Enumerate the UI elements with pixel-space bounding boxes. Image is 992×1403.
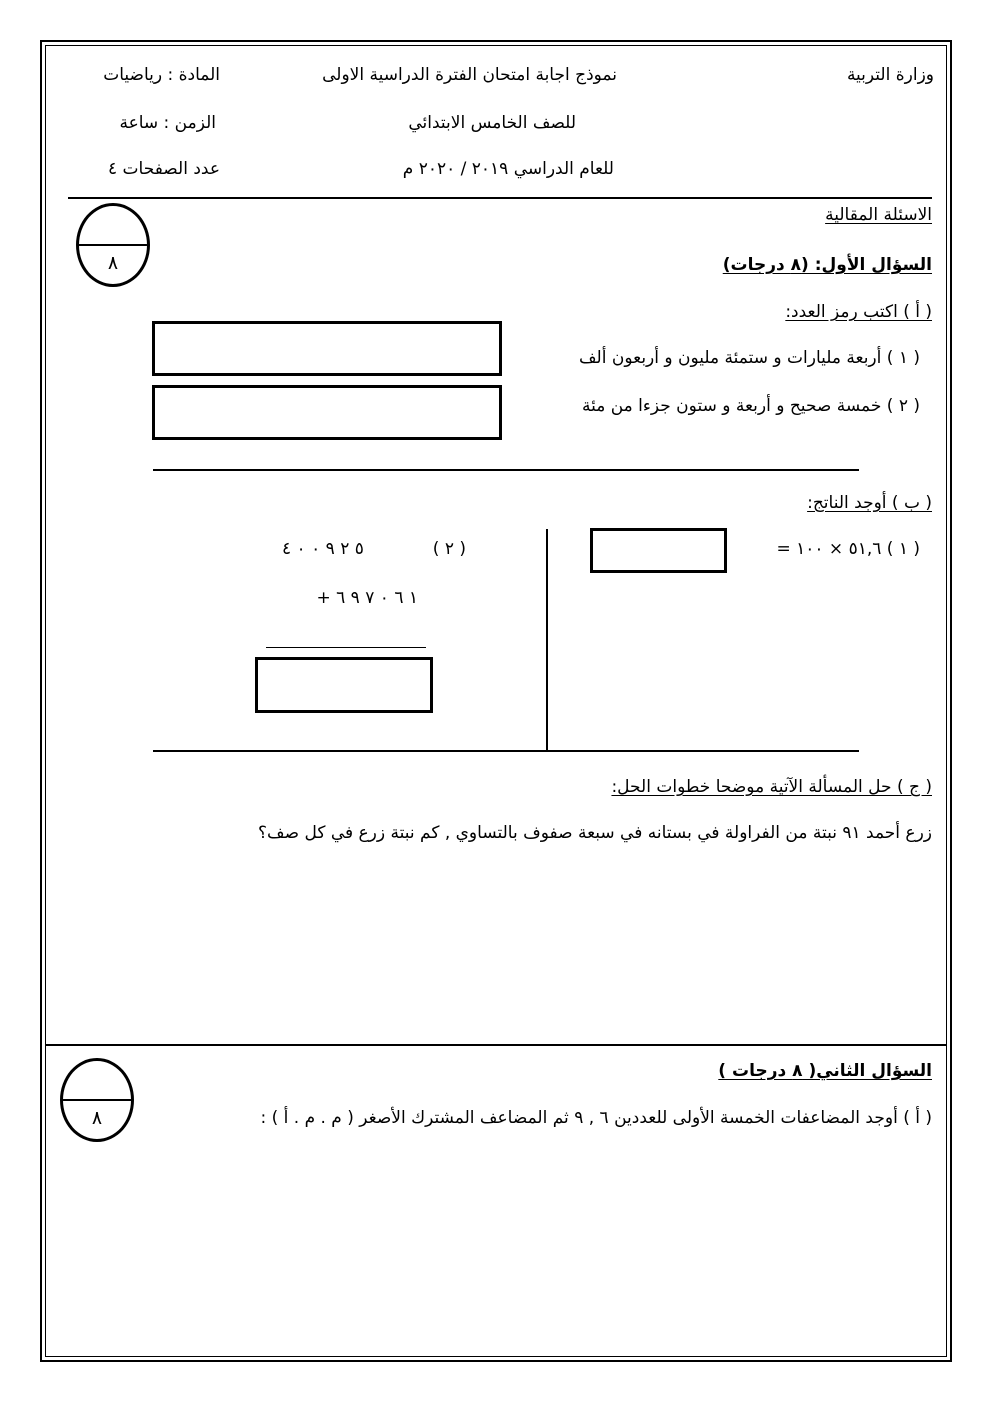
q1-part-b-column-divider	[546, 529, 548, 750]
header-time: الزمن : ساعة	[119, 113, 216, 133]
q1-part-b-divider	[153, 750, 859, 752]
q1-part-c-title: ( ج ) حل المسألة الآتية موضحا خطوات الحل:	[611, 777, 932, 797]
q1-part-b-item-1: ( ١ ) ٥١,٦ × ١٠٠ =	[776, 539, 920, 559]
q1-part-a-answer-box-2[interactable]	[152, 385, 502, 440]
q1-part-b-item-2-number-1: ٥ ٢ ٩ ٠ ٠ ٤	[282, 539, 364, 559]
section-title: الاسئلة المقالية	[825, 205, 932, 225]
q1-part-b-answer-box-1[interactable]	[590, 528, 727, 573]
q2-divider	[45, 1044, 947, 1046]
q1-part-b-item-2-label: ( ٢ )	[432, 539, 466, 559]
header-divider	[68, 197, 932, 199]
q2-score-circle	[60, 1058, 134, 1142]
header-ministry: وزارة التربية	[846, 65, 934, 85]
q1-part-b-title: ( ب ) أوجد الناتج:	[807, 493, 932, 513]
page-frame-inner	[45, 45, 947, 1357]
q1-part-a-item-2: ( ٢ ) خمسة صحيح و أربعة و ستون جزءا من مئة	[581, 396, 920, 416]
q2-title: السؤال الثاني( ٨ درجات )	[718, 1061, 932, 1081]
header-exam-title: نموذج اجابة امتحان الفترة الدراسية الاولى	[322, 65, 617, 85]
header-year: للعام الدراسي ٢٠١٩ / ٢٠٢٠ م	[402, 159, 614, 179]
header-grade: للصف الخامس الابتدائي	[408, 113, 576, 133]
q1-part-a-item-1: ( ١ ) أربعة مليارات و ستمئة مليون و أربعون ألف	[578, 348, 920, 368]
q1-part-a-divider	[153, 469, 859, 471]
q1-part-a-title: ( أ ) اكتب رمز العدد:	[785, 302, 932, 322]
q2-score-value: ٨	[91, 1107, 103, 1129]
q1-part-c-problem: زرع أحمد ٩١ نبتة من الفراولة في بستانه في سبعة صفوف بالتساوي , كم نبتة زرع في كل صف؟	[258, 823, 932, 843]
q1-score-value: ٨	[107, 252, 119, 274]
q1-part-a-answer-box-1[interactable]	[152, 321, 502, 376]
q1-title: السؤال الأول: (٨ درجات)	[722, 255, 932, 275]
q1-part-b-item-2-number-2: + ١ ٦ ٠ ٧ ٩ ٦	[316, 588, 418, 608]
q1-part-b-answer-box-2[interactable]	[255, 657, 433, 713]
q1-part-b-sum-line	[266, 647, 426, 648]
q1-score-circle	[76, 203, 150, 287]
header-pages: عدد الصفحات ٤	[108, 159, 220, 179]
header-subject: المادة : رياضيات	[103, 65, 220, 85]
q2-part-a: ( أ ) أوجد المضاعفات الخمسة الأولى للعددين ٦ , ٩ ثم المضاعف المشترك الأصغر ( م . م . أ ) :	[260, 1108, 932, 1128]
